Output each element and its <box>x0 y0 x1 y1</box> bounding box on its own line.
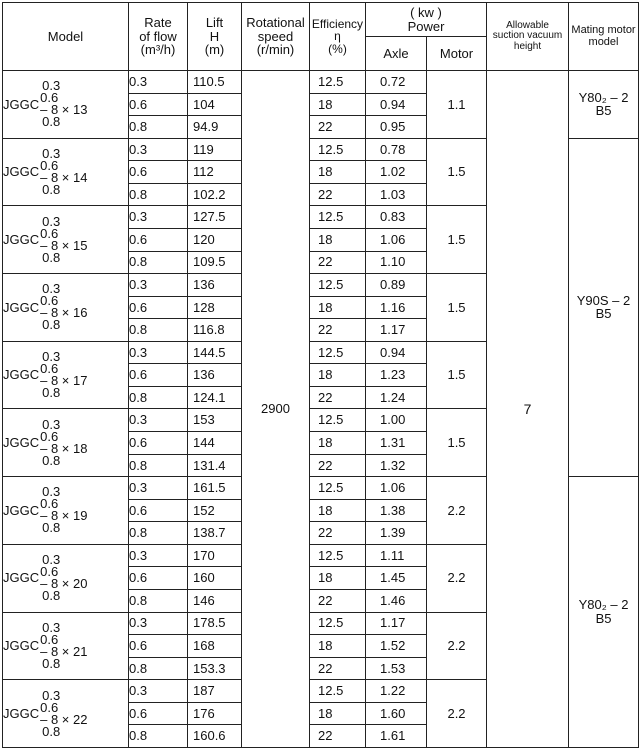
axle-power-cell: 1.06 <box>366 477 427 500</box>
lift-cell: 124.1 <box>188 386 242 409</box>
lift-cell: 144 <box>188 432 242 455</box>
axle-power-cell: 1.02 <box>366 161 427 184</box>
model-cell <box>3 477 129 545</box>
lift-cell: 112 <box>188 161 242 184</box>
mating-motor-line1: Y80₂ – 2 <box>578 597 629 613</box>
efficiency-cell: 18 <box>310 296 366 319</box>
model-flow-mid: 0.6 <box>40 699 59 715</box>
model-flow-mid: 0.6 <box>40 225 59 241</box>
model-flow-top: 0.3 <box>42 213 61 229</box>
lift-cell: 127.5 <box>188 206 242 229</box>
model-suffix: – 8 × 22 <box>40 711 88 727</box>
model-cell <box>3 409 129 477</box>
model-cell <box>3 71 129 139</box>
model-prefix: JGGC <box>3 705 40 721</box>
model-cell <box>3 680 129 748</box>
lift-cell: 160 <box>188 567 242 590</box>
axle-power-cell: 1.22 <box>366 680 427 703</box>
efficiency-cell: 22 <box>310 657 366 680</box>
header-power: ( kw ) Power <box>366 3 487 37</box>
pump-spec-table <box>2 2 639 748</box>
header-efficiency: Efficiency η (%) <box>310 3 366 71</box>
model-flow-mid: 0.6 <box>40 496 59 512</box>
lift-cell: 136 <box>188 274 242 297</box>
flow-cell: 0.8 <box>129 657 188 680</box>
header-model: Model <box>3 3 129 71</box>
lift-cell: 104 <box>188 93 242 116</box>
flow-cell: 0.6 <box>129 635 188 658</box>
lift-cell: 144.5 <box>188 341 242 364</box>
efficiency-cell: 22 <box>310 116 366 139</box>
model-flow-top: 0.3 <box>42 78 61 94</box>
lift-cell: 110.5 <box>188 71 242 94</box>
vacuum-height-cell: 7 <box>487 71 569 748</box>
lift-cell: 146 <box>188 589 242 612</box>
lift-cell: 128 <box>188 296 242 319</box>
model-flow-top: 0.3 <box>42 281 61 297</box>
flow-cell: 0.6 <box>129 93 188 116</box>
efficiency-cell: 18 <box>310 161 366 184</box>
header-axle: Axle <box>366 37 427 71</box>
efficiency-cell: 18 <box>310 93 366 116</box>
model-flow-bottom: 0.8 <box>42 317 61 333</box>
header-speed: Rotational speed (r/min) <box>242 3 310 71</box>
motor-power-cell: 1.5 <box>427 409 487 477</box>
efficiency-cell: 12.5 <box>310 274 366 297</box>
model-suffix: – 8 × 13 <box>40 102 88 118</box>
model-flow-mid: 0.6 <box>40 90 59 106</box>
model-flow-bottom: 0.8 <box>42 385 61 401</box>
motor-power-cell: 1.5 <box>427 138 487 206</box>
efficiency-cell: 22 <box>310 589 366 612</box>
efficiency-cell: 12.5 <box>310 138 366 161</box>
axle-power-cell: 0.94 <box>366 93 427 116</box>
axle-power-cell: 0.72 <box>366 71 427 94</box>
efficiency-cell: 22 <box>310 319 366 342</box>
model-cell <box>3 206 129 274</box>
axle-power-cell: 1.52 <box>366 635 427 658</box>
lift-cell: 102.2 <box>188 183 242 206</box>
model-flow-mid: 0.6 <box>40 428 59 444</box>
axle-power-cell: 0.94 <box>366 341 427 364</box>
model-suffix: – 8 × 18 <box>40 440 88 456</box>
axle-power-cell: 1.38 <box>366 499 427 522</box>
efficiency-cell: 18 <box>310 228 366 251</box>
efficiency-cell: 12.5 <box>310 71 366 94</box>
lift-cell: 120 <box>188 228 242 251</box>
model-flow-bottom: 0.8 <box>42 249 61 265</box>
model-prefix: JGGC <box>3 570 40 586</box>
model-suffix: – 8 × 17 <box>40 373 88 389</box>
motor-power-cell: 2.2 <box>427 477 487 545</box>
mating-motor-cell <box>569 138 639 476</box>
header-lift: Lift H (m) <box>188 3 242 71</box>
axle-power-cell: 1.46 <box>366 589 427 612</box>
efficiency-cell: 18 <box>310 567 366 590</box>
flow-cell: 0.3 <box>129 274 188 297</box>
lift-cell: 168 <box>188 635 242 658</box>
model-prefix: JGGC <box>3 299 40 315</box>
axle-power-cell: 1.16 <box>366 296 427 319</box>
lift-cell: 131.4 <box>188 454 242 477</box>
model-flow-top: 0.3 <box>42 687 61 703</box>
model-prefix: JGGC <box>3 164 40 180</box>
axle-power-cell: 0.78 <box>366 138 427 161</box>
axle-power-cell: 1.24 <box>366 386 427 409</box>
efficiency-cell: 22 <box>310 725 366 748</box>
mating-motor-line2: B5 <box>595 306 612 322</box>
axle-power-cell: 1.45 <box>366 567 427 590</box>
model-prefix: JGGC <box>3 638 40 654</box>
motor-power-cell: 1.1 <box>427 71 487 139</box>
lift-cell: 116.8 <box>188 319 242 342</box>
flow-cell: 0.8 <box>129 725 188 748</box>
model-suffix: – 8 × 14 <box>40 170 88 186</box>
model-flow-top: 0.3 <box>42 146 61 162</box>
efficiency-cell: 12.5 <box>310 206 366 229</box>
efficiency-cell: 18 <box>310 364 366 387</box>
flow-cell: 0.6 <box>129 499 188 522</box>
mating-motor-cell <box>569 71 639 139</box>
efficiency-cell: 18 <box>310 499 366 522</box>
lift-cell: 94.9 <box>188 116 242 139</box>
flow-cell: 0.3 <box>129 409 188 432</box>
lift-cell: 170 <box>188 544 242 567</box>
flow-cell: 0.6 <box>129 702 188 725</box>
flow-cell: 0.6 <box>129 296 188 319</box>
efficiency-cell: 18 <box>310 432 366 455</box>
flow-cell: 0.8 <box>129 183 188 206</box>
model-flow-bottom: 0.8 <box>42 588 61 604</box>
efficiency-cell: 22 <box>310 522 366 545</box>
lift-cell: 153 <box>188 409 242 432</box>
header-motor: Motor <box>427 37 487 71</box>
lift-cell: 176 <box>188 702 242 725</box>
efficiency-cell: 18 <box>310 702 366 725</box>
model-suffix: – 8 × 20 <box>40 576 88 592</box>
axle-power-cell: 1.32 <box>366 454 427 477</box>
mating-motor-line1: Y80₂ – 2 <box>578 89 629 105</box>
efficiency-cell: 22 <box>310 454 366 477</box>
model-cell <box>3 138 129 206</box>
motor-power-cell: 1.5 <box>427 206 487 274</box>
model-flow-bottom: 0.8 <box>42 520 61 536</box>
lift-cell: 138.7 <box>188 522 242 545</box>
axle-power-cell: 1.10 <box>366 251 427 274</box>
motor-power-cell: 2.2 <box>427 612 487 680</box>
model-cell <box>3 341 129 409</box>
lift-cell: 160.6 <box>188 725 242 748</box>
flow-cell: 0.3 <box>129 71 188 94</box>
flow-cell: 0.6 <box>129 567 188 590</box>
header-vacuum: Allowable suction vacuum height <box>487 3 569 71</box>
flow-cell: 0.3 <box>129 138 188 161</box>
model-flow-bottom: 0.8 <box>42 452 61 468</box>
efficiency-cell: 12.5 <box>310 341 366 364</box>
flow-cell: 0.8 <box>129 116 188 139</box>
lift-cell: 187 <box>188 680 242 703</box>
axle-power-cell: 1.17 <box>366 319 427 342</box>
mating-motor-line1: Y90S – 2 <box>576 292 631 308</box>
lift-cell: 161.5 <box>188 477 242 500</box>
efficiency-cell: 22 <box>310 386 366 409</box>
mating-motor-line2: B5 <box>595 611 612 627</box>
efficiency-cell: 12.5 <box>310 612 366 635</box>
axle-power-cell: 0.83 <box>366 206 427 229</box>
table-body <box>3 71 639 748</box>
model-flow-top: 0.3 <box>42 484 61 500</box>
lift-cell: 136 <box>188 364 242 387</box>
efficiency-cell: 12.5 <box>310 680 366 703</box>
model-prefix: JGGC <box>3 231 40 247</box>
axle-power-cell: 1.60 <box>366 702 427 725</box>
model-suffix: – 8 × 19 <box>40 508 88 524</box>
axle-power-cell: 0.89 <box>366 274 427 297</box>
table-row <box>3 71 639 94</box>
flow-cell: 0.8 <box>129 589 188 612</box>
axle-power-cell: 1.00 <box>366 409 427 432</box>
flow-cell: 0.3 <box>129 544 188 567</box>
motor-power-cell: 2.2 <box>427 680 487 748</box>
model-flow-mid: 0.6 <box>40 293 59 309</box>
model-flow-bottom: 0.8 <box>42 182 61 198</box>
flow-cell: 0.6 <box>129 228 188 251</box>
axle-power-cell: 1.06 <box>366 228 427 251</box>
flow-cell: 0.3 <box>129 341 188 364</box>
efficiency-cell: 22 <box>310 251 366 274</box>
model-flow-top: 0.3 <box>42 619 61 635</box>
axle-power-cell: 1.11 <box>366 544 427 567</box>
efficiency-cell: 18 <box>310 635 366 658</box>
flow-cell: 0.8 <box>129 319 188 342</box>
flow-cell: 0.8 <box>129 454 188 477</box>
flow-cell: 0.6 <box>129 432 188 455</box>
flow-cell: 0.3 <box>129 206 188 229</box>
motor-power-cell: 1.5 <box>427 341 487 409</box>
flow-cell: 0.3 <box>129 477 188 500</box>
header-flow: Rate of flow (m³/h) <box>129 3 188 71</box>
model-flow-bottom: 0.8 <box>42 114 61 130</box>
model-prefix: JGGC <box>3 502 40 518</box>
axle-power-cell: 1.03 <box>366 183 427 206</box>
efficiency-cell: 22 <box>310 183 366 206</box>
model-flow-bottom: 0.8 <box>42 723 61 739</box>
flow-cell: 0.6 <box>129 364 188 387</box>
efficiency-cell: 12.5 <box>310 409 366 432</box>
motor-power-cell: 1.5 <box>427 274 487 342</box>
model-flow-top: 0.3 <box>42 416 61 432</box>
flow-cell: 0.3 <box>129 612 188 635</box>
model-flow-mid: 0.6 <box>40 361 59 377</box>
header-mating-motor: Mating motor model <box>569 3 639 71</box>
model-flow-bottom: 0.8 <box>42 655 61 671</box>
model-cell <box>3 544 129 612</box>
flow-cell: 0.8 <box>129 522 188 545</box>
axle-power-cell: 1.23 <box>366 364 427 387</box>
axle-power-cell: 1.39 <box>366 522 427 545</box>
model-flow-mid: 0.6 <box>40 158 59 174</box>
model-prefix: JGGC <box>3 96 40 112</box>
mating-motor-cell <box>569 477 639 748</box>
axle-power-cell: 0.95 <box>366 116 427 139</box>
axle-power-cell: 1.61 <box>366 725 427 748</box>
flow-cell: 0.3 <box>129 680 188 703</box>
model-flow-mid: 0.6 <box>40 631 59 647</box>
mating-motor-line2: B5 <box>595 103 612 119</box>
efficiency-cell: 12.5 <box>310 544 366 567</box>
axle-power-cell: 1.17 <box>366 612 427 635</box>
model-suffix: – 8 × 21 <box>40 643 88 659</box>
model-suffix: – 8 × 16 <box>40 305 88 321</box>
model-cell <box>3 274 129 342</box>
model-cell <box>3 612 129 680</box>
axle-power-cell: 1.53 <box>366 657 427 680</box>
flow-cell: 0.8 <box>129 386 188 409</box>
model-prefix: JGGC <box>3 434 40 450</box>
lift-cell: 153.3 <box>188 657 242 680</box>
motor-power-cell: 2.2 <box>427 544 487 612</box>
model-flow-top: 0.3 <box>42 349 61 365</box>
flow-cell: 0.8 <box>129 251 188 274</box>
efficiency-cell: 12.5 <box>310 477 366 500</box>
flow-cell: 0.6 <box>129 161 188 184</box>
model-flow-mid: 0.6 <box>40 564 59 580</box>
rotational-speed-cell: 2900 <box>242 71 310 748</box>
lift-cell: 119 <box>188 138 242 161</box>
model-suffix: – 8 × 15 <box>40 237 88 253</box>
lift-cell: 109.5 <box>188 251 242 274</box>
model-flow-top: 0.3 <box>42 552 61 568</box>
lift-cell: 152 <box>188 499 242 522</box>
lift-cell: 178.5 <box>188 612 242 635</box>
model-prefix: JGGC <box>3 367 40 383</box>
axle-power-cell: 1.31 <box>366 432 427 455</box>
